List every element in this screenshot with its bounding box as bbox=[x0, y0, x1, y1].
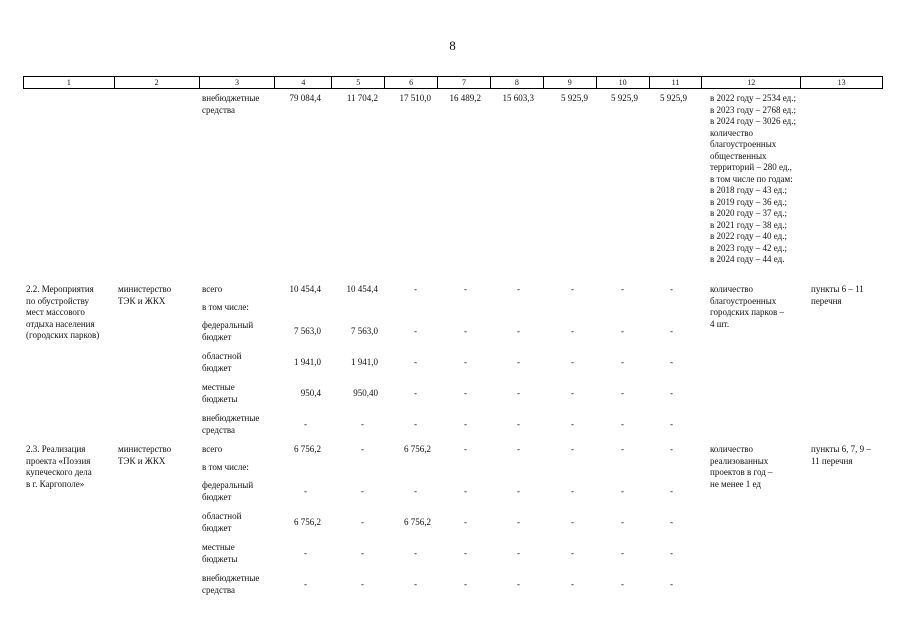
value-cell: 7 563,0 bbox=[294, 326, 321, 336]
value-cell: - bbox=[670, 517, 673, 527]
header-col-12: 12 bbox=[702, 77, 801, 88]
value-cell: - bbox=[621, 284, 624, 294]
value-cell: - bbox=[670, 284, 673, 294]
value-cell: - bbox=[621, 579, 624, 589]
row-label: федеральный bbox=[202, 320, 254, 330]
row-label: бюджет bbox=[202, 362, 232, 373]
row-label: в том числе: bbox=[202, 462, 249, 472]
value-cell: - bbox=[304, 419, 307, 429]
row-label: внебюджетные bbox=[202, 573, 260, 583]
header-col-9: 9 bbox=[544, 77, 597, 88]
row-label: бюджеты bbox=[202, 393, 238, 404]
value-cell: - bbox=[670, 579, 673, 589]
value-cell: - bbox=[361, 486, 364, 496]
value-cell: - bbox=[517, 444, 520, 454]
indicator-text: в 2022 году – 40 ед.; bbox=[710, 231, 787, 241]
reference-text: пункты 6, 7, 9 – bbox=[811, 444, 871, 454]
value-cell: - bbox=[571, 517, 574, 527]
value-cell: - bbox=[670, 419, 673, 429]
indicator-text: количество bbox=[710, 444, 753, 454]
table-header-row bbox=[23, 76, 883, 89]
value-cell: 10 454,4 bbox=[346, 284, 378, 294]
indicator-text: в том числе по годам: bbox=[710, 173, 793, 184]
header-col-13: 13 bbox=[837, 78, 846, 87]
row-label: местные bbox=[202, 382, 235, 392]
indicator-text: территорий – 280 ед., bbox=[710, 162, 792, 172]
indicator-text: в 2023 году – 2768 ед.; bbox=[710, 104, 796, 115]
value-cell: - bbox=[414, 548, 417, 558]
row-label: средства bbox=[202, 104, 236, 115]
indicator-text: не менее 1 ед bbox=[710, 478, 762, 489]
indicator-text: в 2024 году – 3026 ед.; bbox=[710, 116, 796, 126]
indicator-text: благоустроенных bbox=[710, 139, 777, 149]
value-cell: 11 704,2 bbox=[346, 93, 378, 103]
value-cell: - bbox=[670, 444, 673, 454]
value-cell: - bbox=[517, 548, 520, 558]
value-cell: - bbox=[464, 284, 467, 294]
row-label: средства bbox=[202, 424, 236, 435]
measure-title: купеческого дела bbox=[26, 467, 92, 477]
reference-text: 11 перечня bbox=[811, 455, 853, 466]
row-label: бюджет bbox=[202, 491, 232, 502]
value-cell: - bbox=[464, 517, 467, 527]
row-label: областной bbox=[202, 511, 242, 521]
row-label: внебюджетные bbox=[202, 93, 260, 103]
header-col-8: 8 bbox=[491, 77, 544, 88]
value-cell: - bbox=[670, 486, 673, 496]
row-label: в том числе: bbox=[202, 302, 249, 312]
reference-text: перечня bbox=[811, 295, 842, 306]
value-cell: - bbox=[361, 419, 364, 429]
header-col-6: 6 bbox=[385, 77, 438, 88]
header-col-2: 2 bbox=[115, 77, 200, 88]
row-label: средства bbox=[202, 584, 236, 595]
indicator-text: в 2021 году – 38 ед.; bbox=[710, 219, 787, 230]
value-cell: 15 603,3 bbox=[502, 93, 534, 103]
executor: министерство bbox=[118, 284, 172, 294]
value-cell: 950,40 bbox=[353, 388, 378, 398]
executor: министерство bbox=[118, 444, 172, 454]
value-cell: - bbox=[571, 284, 574, 294]
value-cell: - bbox=[414, 326, 417, 336]
measure-title: отдыха населения bbox=[26, 318, 95, 329]
value-cell: - bbox=[621, 357, 624, 367]
measure-title: 2.2. Мероприятия bbox=[26, 284, 94, 294]
value-cell: - bbox=[571, 444, 574, 454]
measure-title: мест массового bbox=[26, 307, 85, 317]
value-cell: - bbox=[621, 517, 624, 527]
indicator-text: в 2024 году – 44 ед. bbox=[710, 254, 785, 264]
value-cell: - bbox=[464, 444, 467, 454]
value-cell: - bbox=[464, 548, 467, 558]
header-col-3: 3 bbox=[200, 77, 276, 88]
value-cell: - bbox=[571, 548, 574, 558]
indicator-text: реализованных bbox=[710, 455, 769, 466]
value-cell: 5 925,9 bbox=[660, 93, 687, 103]
value-cell: - bbox=[464, 388, 467, 398]
value-cell: - bbox=[414, 388, 417, 398]
header-col-11: 11 bbox=[650, 77, 703, 88]
value-cell: - bbox=[571, 579, 574, 589]
value-cell: - bbox=[304, 579, 307, 589]
indicator-text: количество bbox=[710, 127, 753, 138]
value-cell: - bbox=[361, 517, 364, 527]
value-cell: 950,4 bbox=[300, 388, 321, 398]
value-cell: - bbox=[414, 419, 417, 429]
value-cell: 5 925,9 bbox=[561, 93, 588, 103]
value-cell: - bbox=[517, 284, 520, 294]
executor: ТЭК и ЖКХ bbox=[118, 295, 166, 306]
value-cell: 6 756,2 bbox=[404, 444, 431, 454]
value-cell: 10 454,4 bbox=[289, 284, 321, 294]
value-cell: - bbox=[361, 548, 364, 558]
value-cell: - bbox=[571, 388, 574, 398]
value-cell: - bbox=[670, 388, 673, 398]
row-label: бюджет bbox=[202, 522, 232, 533]
measure-title: (городских парков) bbox=[26, 330, 100, 340]
value-cell: - bbox=[304, 486, 307, 496]
indicator-text: в 2019 году – 36 ед.; bbox=[710, 196, 787, 207]
value-cell: - bbox=[621, 419, 624, 429]
value-cell: - bbox=[571, 486, 574, 496]
value-cell: - bbox=[517, 517, 520, 527]
value-cell: - bbox=[464, 579, 467, 589]
value-cell: 6 756,2 bbox=[294, 517, 321, 527]
executor: ТЭК и ЖКХ bbox=[118, 455, 166, 466]
value-cell: - bbox=[517, 388, 520, 398]
measure-title: проекта «Поэзия bbox=[26, 455, 91, 466]
header-col-7: 7 bbox=[438, 77, 491, 88]
row-label: областной bbox=[202, 351, 242, 361]
page-number: 8 bbox=[449, 38, 456, 53]
measure-title: по обустройству bbox=[26, 295, 90, 306]
header-col-4: 4 bbox=[275, 77, 332, 88]
value-cell: - bbox=[414, 357, 417, 367]
value-cell: 6 756,2 bbox=[404, 517, 431, 527]
value-cell: 1 941,0 bbox=[351, 357, 378, 367]
value-cell: 16 489,2 bbox=[449, 93, 481, 103]
value-cell: - bbox=[621, 326, 624, 336]
value-cell: 17 510,0 bbox=[399, 93, 431, 103]
value-cell: - bbox=[517, 486, 520, 496]
indicator-text: в 2022 году – 2534 ед.; bbox=[710, 93, 796, 103]
value-cell: - bbox=[517, 326, 520, 336]
value-cell: - bbox=[414, 579, 417, 589]
value-cell: 1 941,0 bbox=[294, 357, 321, 367]
indicator-text: городских парков – bbox=[710, 307, 784, 317]
value-cell: - bbox=[670, 357, 673, 367]
value-cell: 6 756,2 bbox=[294, 444, 321, 454]
indicator-text: 4 шт. bbox=[710, 318, 730, 329]
header-col-1: 1 bbox=[24, 77, 115, 88]
indicator-text: в 2020 году – 37 ед.; bbox=[710, 208, 787, 218]
measure-title: 2.3. Реализация bbox=[26, 444, 86, 454]
row-label: бюджет bbox=[202, 331, 232, 342]
indicator-text: проектов в год – bbox=[710, 467, 773, 477]
row-label: всего bbox=[202, 284, 223, 294]
indicator-text: благоустроенных bbox=[710, 295, 777, 306]
value-cell: - bbox=[571, 326, 574, 336]
value-cell: - bbox=[621, 548, 624, 558]
value-cell: 5 925,9 bbox=[611, 93, 638, 103]
header-col-10: 10 bbox=[597, 77, 650, 88]
value-cell: - bbox=[621, 486, 624, 496]
row-label: всего bbox=[202, 444, 223, 454]
indicator-text: количество bbox=[710, 284, 753, 294]
row-label: внебюджетные bbox=[202, 413, 260, 423]
value-cell: 7 563,0 bbox=[351, 326, 378, 336]
value-cell: - bbox=[571, 419, 574, 429]
value-cell: - bbox=[361, 579, 364, 589]
measure-title: в г. Каргополе» bbox=[26, 478, 85, 489]
value-cell: - bbox=[517, 579, 520, 589]
value-cell: - bbox=[621, 388, 624, 398]
value-cell: - bbox=[517, 357, 520, 367]
value-cell: - bbox=[414, 284, 417, 294]
indicator-text: в 2018 году – 43 ед.; bbox=[710, 185, 787, 195]
row-label: бюджеты bbox=[202, 553, 238, 564]
header-col-5: 5 bbox=[332, 77, 385, 88]
value-cell: 79 084,4 bbox=[289, 93, 321, 103]
value-cell: - bbox=[464, 326, 467, 336]
value-cell: - bbox=[464, 357, 467, 367]
value-cell: - bbox=[571, 357, 574, 367]
value-cell: - bbox=[464, 486, 467, 496]
value-cell: - bbox=[361, 444, 364, 454]
value-cell: - bbox=[304, 548, 307, 558]
value-cell: - bbox=[621, 444, 624, 454]
indicator-text: в 2023 году – 42 ед.; bbox=[710, 242, 787, 253]
value-cell: - bbox=[464, 419, 467, 429]
row-label: федеральный bbox=[202, 480, 254, 490]
value-cell: - bbox=[670, 548, 673, 558]
value-cell: - bbox=[414, 486, 417, 496]
row-label: местные bbox=[202, 542, 235, 552]
indicator-text: общественных bbox=[710, 150, 767, 161]
value-cell: - bbox=[670, 326, 673, 336]
reference-text: пункты 6 – 11 bbox=[811, 284, 864, 294]
value-cell: - bbox=[517, 419, 520, 429]
